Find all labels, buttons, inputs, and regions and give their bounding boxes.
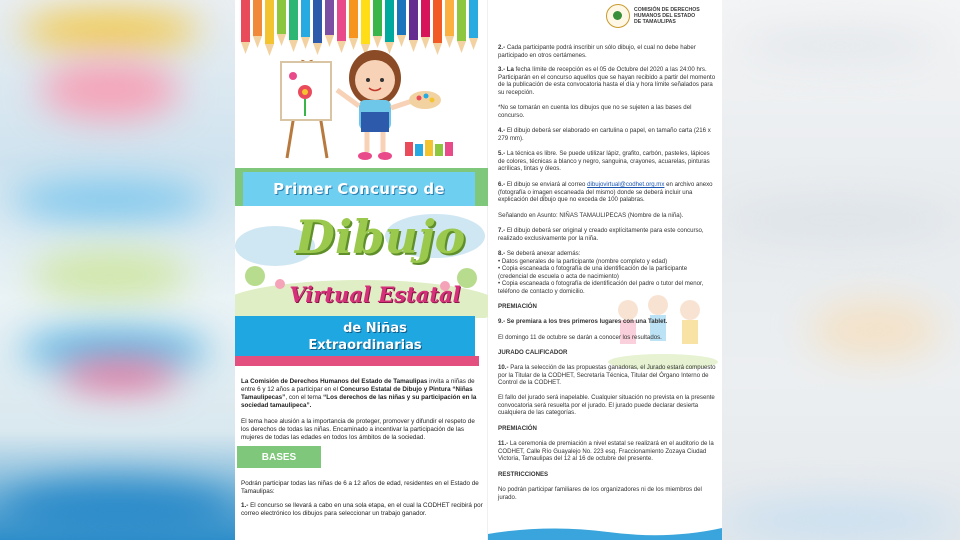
rule-9 xyxy=(498,318,716,326)
bases-heading-box xyxy=(237,446,321,468)
rule-1-num: 1.- xyxy=(241,502,249,509)
rule-3-note: *No se tomarán en cuenta los dibujos que no se sujeten a las bases del concurso. xyxy=(498,104,692,119)
girl-painting-illustration xyxy=(275,40,465,165)
jurado-heading-text: JURADO CALIFICADOR xyxy=(498,349,568,356)
rule-1-text: El concurso se llevará a cabo en una sola etapa, en el cual la CODHET recibirá por correo electrónico los dibujos para seleccionar un trabajo ganador. xyxy=(241,502,483,517)
intro-contest-name: Concurso Estatal de Dibujo y Pintura “Niñas Tamaulipecas” xyxy=(241,386,473,401)
rule-3 xyxy=(498,66,716,96)
rule-4-text: El dibujo deberá ser elaborado en cartulina o papel, en tamaño carta (216 x 279 mm). xyxy=(498,127,711,142)
rule-7-text: El dibujo deberá ser original y creado explícitamente para este concurso, realizado exclusivamente por la niña. xyxy=(498,227,704,242)
restricciones-heading-text: RESTRICCIONES xyxy=(498,471,549,478)
subtitle-banner xyxy=(235,316,475,360)
bases-heading: BASES xyxy=(261,451,297,463)
poster-subtitle2: Extraordinarias xyxy=(308,338,422,353)
rule-11 xyxy=(498,440,716,463)
rule-4 xyxy=(498,127,716,142)
rule-2-num: 2.- xyxy=(498,44,506,51)
rule-9-text: 9.- Se premiara a los tres primeros lugares con una Tablet. xyxy=(498,318,668,325)
intro-paragraph xyxy=(241,378,483,410)
restricciones-text: No podrán participar familiares de los organizadores ni de los miembros del jurado. xyxy=(498,486,702,501)
rule-5-num: 5.- xyxy=(498,150,506,157)
rule-4-num: 4.- xyxy=(498,127,506,134)
rule-6-subject: Señalando en Asunto: NIÑAS TAMAULIPECAS (Nombre de la niña). xyxy=(498,212,684,219)
pink-accent-strip xyxy=(235,356,479,366)
rule-5-text: La técnica es libre. Se puede utilizar lápiz, grafito, carbón, pasteles, lápices de colores, técnicas a blanco y negro, sanguina, crayones, acuarelas, pinturas acrílicas, tintas y óleos. xyxy=(498,150,710,172)
rule-8-bullet-1: • Datos generales de la participante (nombre completo y edad) xyxy=(498,257,668,265)
rule-11-text: La ceremonia de premiación a nivel estatal se realizará en el auditorio de la CODHET, Calle Río Guayalejo No. 223 esq. Fraccionamiento Zozaya Ciudad Victoria, Tamaulipas del 12 al 16 de octubre del presente. xyxy=(498,440,714,462)
left-blurred-background xyxy=(0,0,235,540)
intro-theme: “Los derechos de las niñas y su participación en la sociedad tamaulipeca”. xyxy=(241,394,477,409)
right-blurred-background xyxy=(720,0,960,540)
rule-6-text-a: El dibujo se enviará al correo xyxy=(505,181,588,188)
rule-8-bullet-3: • Copia escaneada o fotografía de identificación del padre o tutor del menor, teléfono de contacto y domicilio. xyxy=(498,280,704,295)
poster-title-line2: Virtual Estatal xyxy=(289,282,461,307)
premiacion-heading-2 xyxy=(498,425,716,433)
rule-8-text: Se deberá anexar además: xyxy=(505,250,581,257)
poster-title-dibujo: Dibujo xyxy=(295,210,466,264)
rule-6-num: 6.- xyxy=(498,181,506,188)
intro-org: La Comisión de Derechos Humanos del Estado de Tamaulipas xyxy=(241,378,428,385)
rules-column xyxy=(488,0,722,540)
rule-10-fallo: El fallo del jurado será inapelable. Cualquier situación no prevista en la presente convocatoria será resuelta por el jurado. El jurado puede declarar desierta cualquiera de las categorías. xyxy=(498,394,715,416)
bottom-wave-decoration xyxy=(488,524,722,540)
rule-7 xyxy=(498,227,716,242)
rule-8-bullet-2: • Copia escaneada o fotografía de una identificación de la participante (credencial de escuela o acta de nacimiento) xyxy=(498,265,688,280)
title-banner xyxy=(243,172,475,206)
rule-7-num: 7.- xyxy=(498,227,506,234)
poster-subtitle1: de Niñas xyxy=(343,321,407,336)
rule-11-num: 11.- xyxy=(498,440,509,447)
bases-intro: Podrán participar todas las niñas de 6 a 12 años de edad, residentes en el Estado de Tamaulipas: xyxy=(241,480,479,495)
intro-paragraph-2: El tema hace alusión a la importancia de proteger, promover y difundir el respeto de los derechos de todas las niñas. Encaminado a incentivar la participación de las mujeres de todas las edades en todos los ámbitos de la sociedad. xyxy=(241,418,475,441)
premiacion-heading-1 xyxy=(498,303,716,311)
rule-2-text: Cada participante podrá inscribir un sólo dibujo, el cual no debe haber participado en otros certámenes. xyxy=(498,44,696,59)
intro-text-a: invita a niñas de entre 6 y 12 años a participar en el xyxy=(241,378,475,393)
results-date: El domingo 11 de octubre se darán a conocer los resultados. xyxy=(498,334,662,341)
rule-8 xyxy=(498,250,716,295)
rule-2 xyxy=(498,44,716,59)
rule-8-num: 8.- xyxy=(498,250,506,257)
premiacion-heading-2-text: PREMIACIÓN xyxy=(498,425,537,432)
codhet-seal-icon xyxy=(606,4,630,28)
codhet-logo-text xyxy=(634,7,700,26)
rule-3-text: fecha límite de recepción es el 05 de Octubre del 2020 a las 24:00 hrs. Participarán en el concurso aquellos que se hayan recibido a partir del momento de la publicación de esta convocatoria hasta el día y hora límite señalados para su recepción. xyxy=(498,66,716,96)
logo-line1: COMISIÓN DE DERECHOS xyxy=(634,6,700,13)
logo-line2: HUMANOS DEL ESTADO xyxy=(634,12,696,19)
rule-1 xyxy=(241,502,483,518)
poster-column xyxy=(235,0,488,540)
contest-email-link[interactable]: dibujovirtual@codhet.org.mx xyxy=(587,181,665,188)
rule-6-text-b: en archivo anexo (fotografía o imagen escaneada del mismo) donde se deberá incluir una explicación del dibujo que no exceda de 100 palabras. xyxy=(498,181,713,203)
intro-text-b: , con el tema xyxy=(285,394,324,401)
poster-title-line1: Primer Concurso de xyxy=(273,180,445,198)
contest-document xyxy=(235,0,722,540)
rule-10 xyxy=(498,364,716,387)
jurado-heading xyxy=(498,349,716,357)
bases-text xyxy=(241,480,483,518)
rule-3-num: 3.- La xyxy=(498,66,514,73)
rule-10-num: 10.- xyxy=(498,364,509,371)
codhet-logo xyxy=(606,3,722,29)
restricciones-heading xyxy=(498,471,716,479)
premiacion-heading-1-text: PREMIACIÓN xyxy=(498,303,537,310)
rule-6 xyxy=(498,181,716,204)
rule-10-text: Para la selección de las propuestas ganadoras, el Jurado estará compuesto por la Titular de la CODHET, Secretaría Técnica, Titular del Órgano Interno de Control de la CODHET. xyxy=(498,364,716,386)
logo-line3: DE TAMAULIPAS xyxy=(634,19,676,26)
rule-5 xyxy=(498,150,716,173)
